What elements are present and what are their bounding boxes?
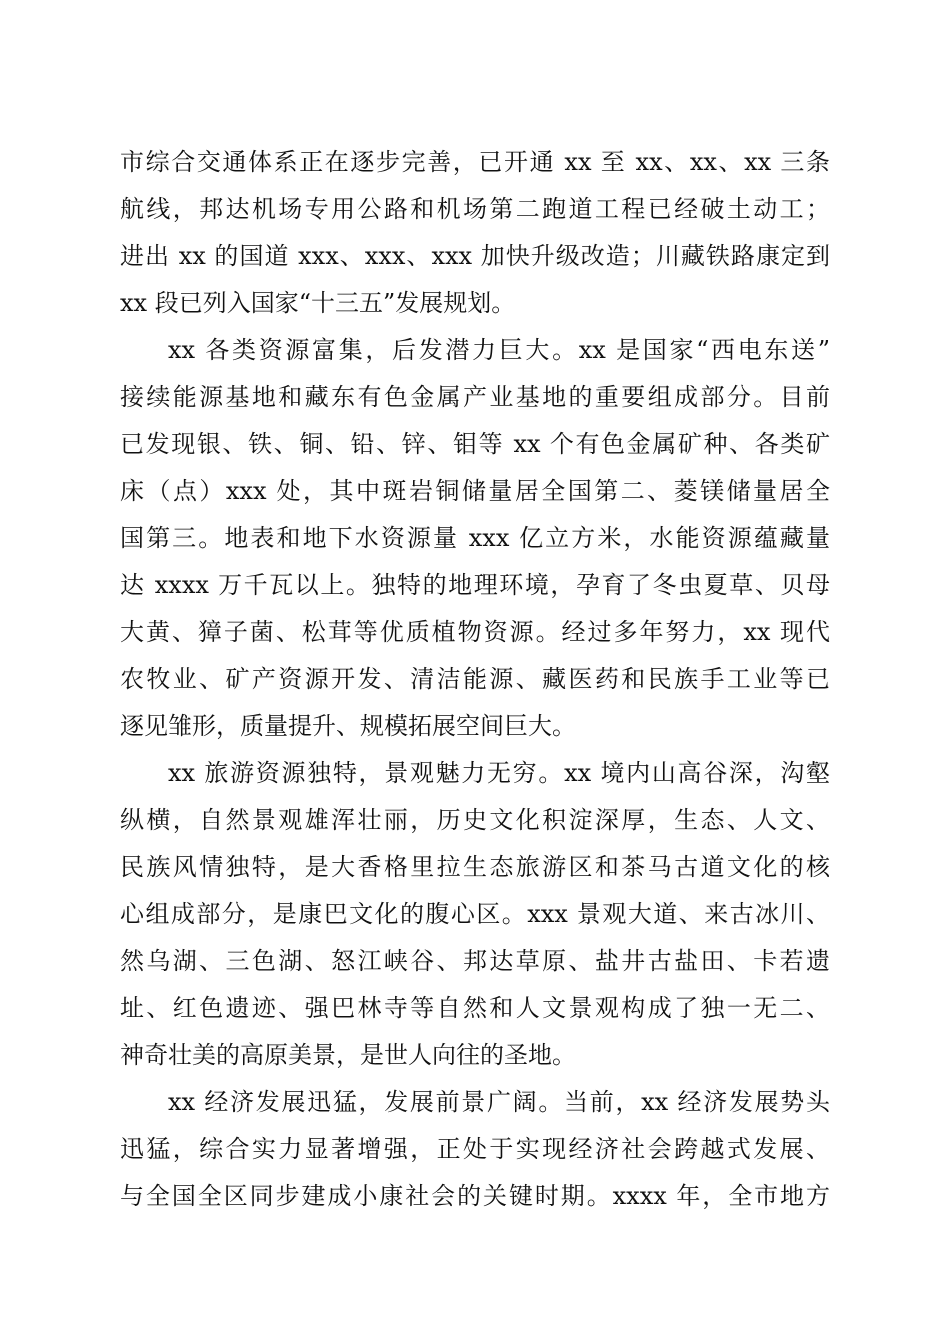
paragraph-first-line: xx 经济发展迅猛，发展前景广阔。当前，xx 经济发展势头 — [168, 1088, 830, 1116]
text-line: 国第三。地表和地下水资源量 xxx 亿立方米，水能资源蕴藏量 — [120, 524, 830, 552]
text-line: 航线，邦达机场专用公路和机场第二跑道工程已经破土动工； — [120, 195, 830, 223]
text-line: 神奇壮美的高原美景，是世人向往的圣地。 — [120, 1041, 576, 1069]
paragraph-first-line: xx 各类资源富集，后发潜力巨大。xx 是国家“西电东送” — [168, 336, 830, 364]
text-line: 达 xxxx 万千瓦以上。独特的地理环境，孕育了冬虫夏草、贝母 — [120, 571, 830, 599]
text-line: 农牧业、矿产资源开发、清洁能源、藏医药和民族手工业等已 — [120, 665, 830, 693]
text-line: 已发现银、铁、铜、铅、锌、钼等 xx 个有色金属矿种、各类矿 — [120, 430, 830, 458]
text-line: 进出 xx 的国道 xxx、xxx、xxx 加快升级改造；川藏铁路康定到 — [120, 242, 830, 270]
text-line: 接续能源基地和藏东有色金属产业基地的重要组成部分。目前 — [120, 383, 830, 411]
text-line: 市综合交通体系正在逐步完善，已开通 xx 至 xx、xx、xx 三条 — [120, 148, 830, 176]
text-line: 与全国全区同步建成小康社会的关键时期。xxxx 年，全市地方 — [120, 1182, 830, 1210]
text-line: 纵横，自然景观雄浑壮丽，历史文化积淀深厚，生态、人文、 — [120, 806, 830, 834]
text-line: xx 段已列入国家“十三五”发展规划。 — [120, 289, 516, 317]
text-line: 然乌湖、三色湖、怒江峡谷、邦达草原、盐井古盐田、卡若遗 — [120, 947, 830, 975]
text-line: 心组成部分，是康巴文化的腹心区。xxx 景观大道、来古冰川、 — [120, 900, 830, 928]
paragraph-first-line: xx 旅游资源独特，景观魅力无穷。xx 境内山高谷深，沟壑 — [168, 759, 830, 787]
text-line: 大黄、獐子菌、松茸等优质植物资源。经过多年努力，xx 现代 — [120, 618, 830, 646]
text-line: 床（点）xxx 处，其中斑岩铜储量居全国第二、菱镁储量居全 — [120, 477, 830, 505]
text-line: 逐见雏形，质量提升、规模拓展空间巨大。 — [120, 712, 576, 740]
text-line: 址、红色遗迹、强巴林寺等自然和人文景观构成了独一无二、 — [120, 994, 830, 1022]
text-line: 民族风情独特，是大香格里拉生态旅游区和茶马古道文化的核 — [120, 853, 830, 881]
text-line: 迅猛，综合实力显著增强，正处于实现经济社会跨越式发展、 — [120, 1135, 830, 1163]
